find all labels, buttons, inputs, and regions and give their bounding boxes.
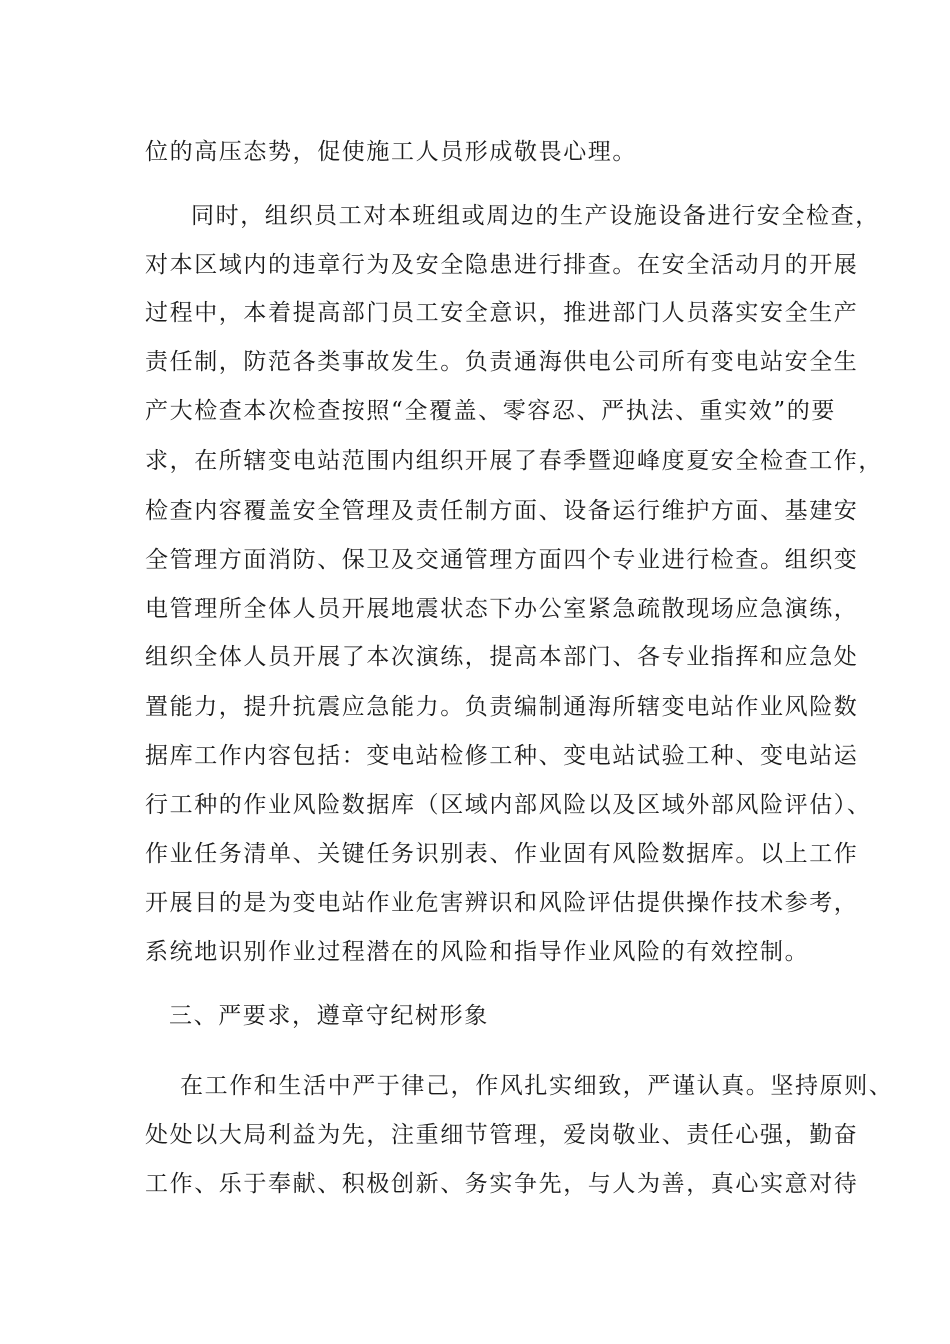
- paragraph-line: 位的高压态势，促使施工人员形成敬畏心理。: [145, 139, 637, 165]
- paragraph-line: 置能力，提升抗震应急能力。负责编制通海所辖变电站作业风险数: [145, 694, 859, 720]
- paragraph-line: 全管理方面消防、保卫及交通管理方面四个专业进行检查。组织变: [145, 547, 859, 573]
- paragraph-line: 作业任务清单、关键任务识别表、作业固有风险数据库。以上工作: [145, 841, 859, 867]
- paragraph-line: 对本区域内的违章行为及安全隐患进行排查。在安全活动月的开展: [145, 252, 859, 278]
- paragraph-line: 同时，组织员工对本班组或周边的生产设施设备进行安全检查，: [191, 203, 880, 229]
- paragraph-line: 工作、乐于奉献、积极创新、务实争先，与人为善，真心实意对待: [145, 1171, 859, 1197]
- paragraph-line: 系统地识别作业过程潜在的风险和指导作业风险的有效控制。: [145, 939, 810, 965]
- paragraph-line: 产大检查本次检查按照“全覆盖、零容忍、严执法、重实效”的要: [145, 398, 836, 424]
- paragraph-line: 据库工作内容包括：变电站检修工种、变电站试验工种、变电站运: [145, 743, 859, 769]
- paragraph-line: 在工作和生活中严于律己，作风扎实细致，严谨认真。坚持原则、: [180, 1073, 894, 1099]
- section-heading: 三、严要求，遵章守纪树形象: [169, 1003, 489, 1029]
- paragraph-line: 行工种的作业风险数据库（区域内部风险以及区域外部风险评估）、: [145, 792, 872, 818]
- paragraph-line: 处处以大局利益为先，注重细节管理，爱岗敬业、责任心强，勤奋: [145, 1122, 859, 1148]
- paragraph-line: 求，在所辖变电站范围内组织开展了春季暨迎峰度夏安全检查工作，: [145, 448, 883, 474]
- paragraph-line: 开展目的是为变电站作业危害辨识和风险评估提供操作技术参考，: [145, 890, 859, 916]
- paragraph-line: 检查内容覆盖安全管理及责任制方面、设备运行维护方面、基建安: [145, 498, 859, 524]
- paragraph-line: 电管理所全体人员开展地震状态下办公室紧急疏散现场应急演练，: [145, 596, 859, 622]
- paragraph-line: 责任制，防范各类事故发生。负责通海供电公司所有变电站安全生: [145, 349, 859, 375]
- paragraph-line: 组织全体人员开展了本次演练，提高本部门、各专业指挥和应急处: [145, 644, 859, 670]
- paragraph-line: 过程中，本着提高部门员工安全意识，推进部门人员落实安全生产: [145, 300, 859, 326]
